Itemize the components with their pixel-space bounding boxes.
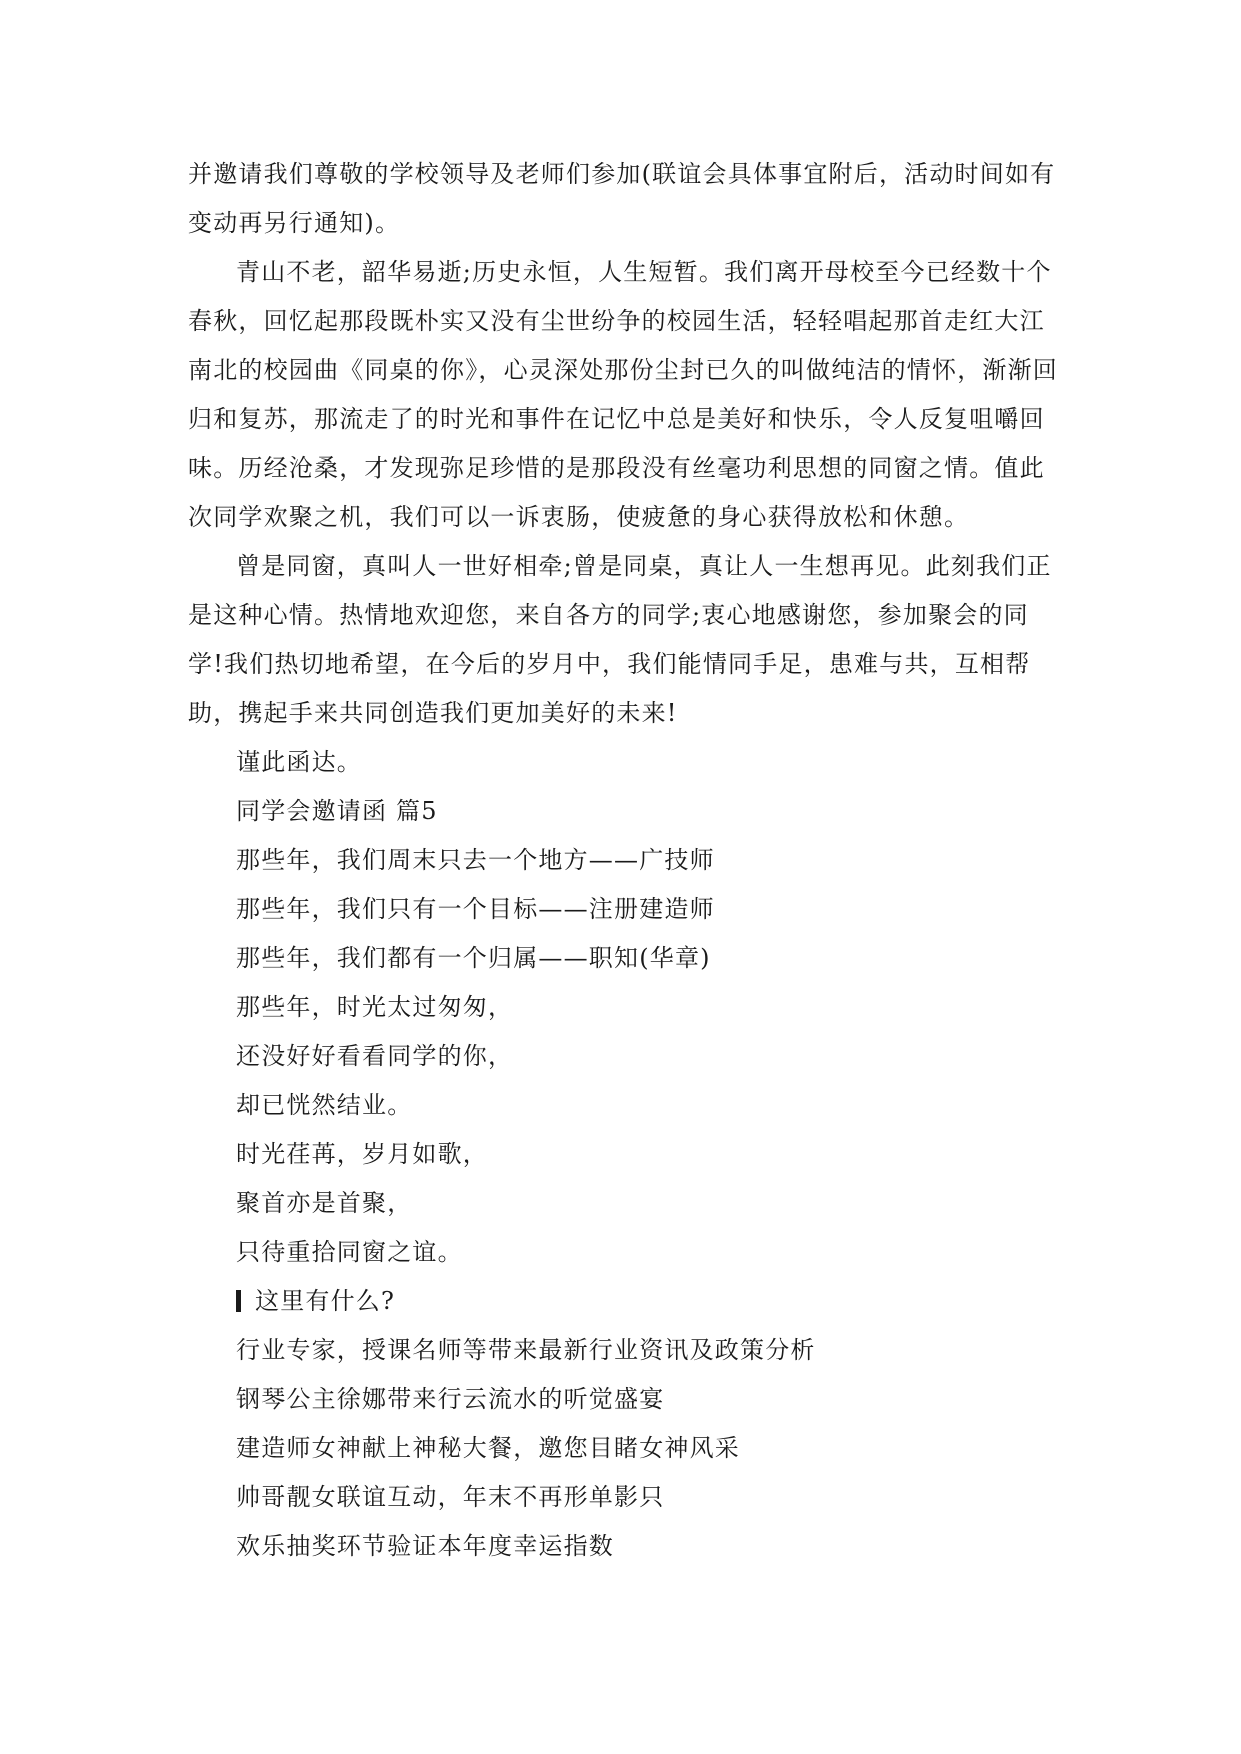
- highlight-item: 钢琴公主徐娜带来行云流水的听觉盛宴: [236, 1385, 665, 1413]
- poem-line: 还没好好看看同学的你，: [236, 1042, 514, 1070]
- document-body: [188, 150, 1058, 1571]
- highlight-item: 欢乐抽奖环节验证本年度幸运指数: [236, 1532, 614, 1560]
- poem-line: 那些年，我们周末只去一个地方——广技师: [236, 846, 715, 874]
- poem-line: 那些年，我们都有一个归属——职知(华章): [236, 944, 711, 972]
- paragraph-memories: 青山不老，韶华易逝;历史永恒，人生短暂。我们离开母校至今已经数十个春秋，回忆起那段既朴实又没有尘世纷争的校园生活，轻轻唱起那首走红大江南北的校园曲《同桌的你》，心灵深处那份尘封已久的叫做纯洁的情怀，渐渐回归和复苏，那流走了的时光和事件在记忆中总是美好和快乐，令人反复咀嚼回味。历经沧桑，才发现弥足珍惜的是那段没有丝毫功利思想的同窗之情。值此次同学欢聚之机，我们可以一诉衷肠，使疲惫的身心获得放松和休憩。: [188, 258, 1058, 531]
- highlight-item: 帅哥靓女联谊互动，年末不再形单影只: [236, 1483, 665, 1511]
- paragraph-welcome: 曾是同窗，真叫人一世好相牵;曾是同桌，真让人一生想再见。此刻我们正是这种心情。热情地欢迎您，来自各方的同学;衷心地感谢您，参加聚会的同学!我们热切地希望，在今后的岁月中，我们能情同手足，患难与共，互相帮助，携起手来共同创造我们更加美好的未来!: [188, 552, 1052, 727]
- poem-line: 那些年，我们只有一个目标——注册建造师: [236, 895, 715, 923]
- highlight-heading-text: 这里有什么?: [255, 1287, 396, 1315]
- poem-line: 却已恍然结业。: [236, 1091, 413, 1119]
- poem-line: 只待重拾同窗之谊。: [236, 1238, 463, 1266]
- highlight-item: 行业专家，授课名师等带来最新行业资讯及政策分析: [236, 1336, 816, 1364]
- poem-line: 时光荏苒，岁月如歌，: [236, 1140, 488, 1168]
- poem-line: 那些年，时光太过匆匆，: [236, 993, 514, 1021]
- paragraph-continuation: 并邀请我们尊敬的学校领导及老师们参加(联谊会具体事宜附后，活动时间如有变动再另行通知)。: [188, 160, 1056, 237]
- closing-line: 谨此函达。: [236, 748, 362, 776]
- highlight-item: 建造师女神献上神秘大餐，邀您目睹女神风采: [236, 1434, 740, 1462]
- poem-line: 聚首亦是首聚，: [236, 1189, 413, 1217]
- section-title: 同学会邀请函 篇5: [236, 797, 438, 825]
- highlight-heading: [188, 1277, 1058, 1326]
- bar-marker-icon: [236, 1290, 241, 1312]
